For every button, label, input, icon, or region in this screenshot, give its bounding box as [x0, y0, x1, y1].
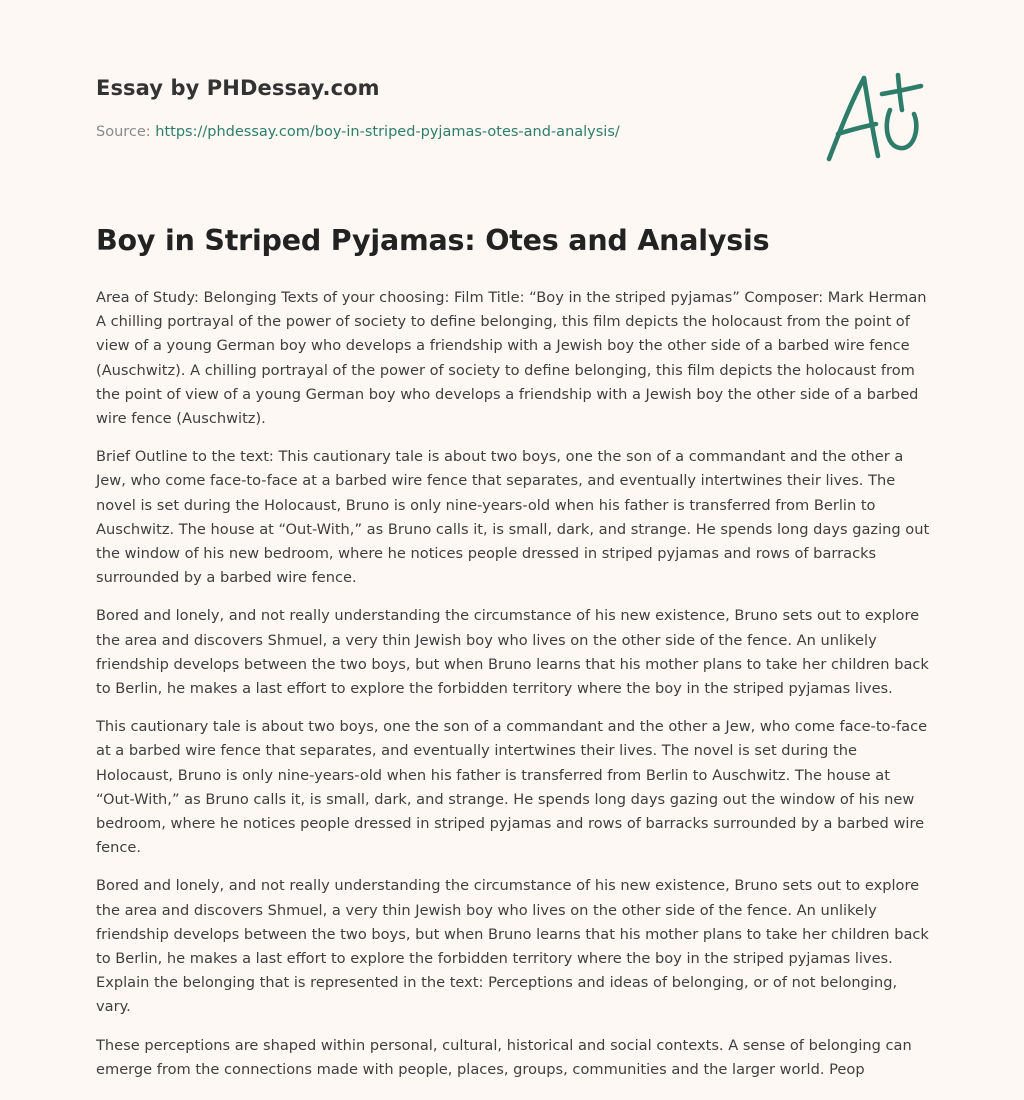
- site-brand: Essay by PHDessay.com: [96, 76, 380, 100]
- paragraph: These perceptions are shaped within personal, cultural, historical and social contexts. A sense of belonging can emerge from the connections made with people, places, groups, communities and the larger world. Peop: [96, 1036, 912, 1078]
- paragraph: Bored and lonely, and not really understanding the circumstance of his new existence, Bruno sets out to explore the area and discovers Shmuel, a very thin Jewish boy who lives on the other side of the fence. An unlikely friendship develops between the two boys, but when Bruno learns that his mother plans to take her children back to Berlin, he makes a last effort to explore the forbidden territory where the boy in the striped pyjamas lives. Explain the belonging that is represented in the text: Perceptions and ideas of belonging, or of not belonging, vary.: [96, 877, 929, 1016]
- source-line: [96, 124, 620, 140]
- a-plus-grade-icon: [820, 66, 930, 166]
- paragraph: This cautionary tale is about two boys, one the son of a commandant and the other a Jew, who come face-to-face at a barbed wire fence that separates, and eventually intertwines their lives. The novel is set during the Holocaust, Bruno is only nine-years-old when his father is transferred from Berlin to Auschwitz. The house at “Out-With,” as Bruno calls it, is small, dark, and strange. He spends long days gazing out the window of his new bedroom, where he notices people dressed in striped pyjamas and rows of barracks surrounded by a barbed wire fence.: [96, 718, 928, 857]
- source-link[interactable]: https://phdessay.com/boy-in-striped-pyjamas-otes-and-analysis/: [155, 124, 620, 140]
- source-label: Source:: [96, 124, 156, 140]
- article-body: [96, 286, 932, 1096]
- paragraph: Area of Study: Belonging Texts of your choosing: Film Title: “Boy in the striped pyjamas” Composer: Mark Herman A chilling portrayal of the power of society to define belonging, this film depicts the holocaust from the point of view of a young German boy who develops a friendship with a Jewish boy the other side of a barbed wire fence (Auschwitz). A chilling portrayal of the power of society to define belonging, this film depicts the holocaust from the point of view of a young German boy who develops a friendship with a Jewish boy the other side of a barbed wire fence (Auschwitz).: [96, 289, 927, 428]
- page-title: Boy in Striped Pyjamas: Otes and Analysis: [96, 224, 770, 257]
- paragraph: Brief Outline to the text: This cautionary tale is about two boys, one the son of a commandant and the other a Jew, who come face-to-face at a barbed wire fence that separates, and eventually intertwines their lives. The novel is set during the Holocaust, Bruno is only nine-years-old when his father is transferred from Berlin to Auschwitz. The house at “Out-With,” as Bruno calls it, is small, dark, and strange. He spends long days gazing out the window of his new bedroom, where he notices people dressed in striped pyjamas and rows of barracks surrounded by a barbed wire fence.: [96, 448, 930, 587]
- paragraph: Bored and lonely, and not really understanding the circumstance of his new existence, Bruno sets out to explore the area and discovers Shmuel, a very thin Jewish boy who lives on the other side of the fence. An unlikely friendship develops between the two boys, but when Bruno learns that his mother plans to take her children back to Berlin, he makes a last effort to explore the forbidden territory where the boy in the striped pyjamas lives.: [96, 607, 929, 698]
